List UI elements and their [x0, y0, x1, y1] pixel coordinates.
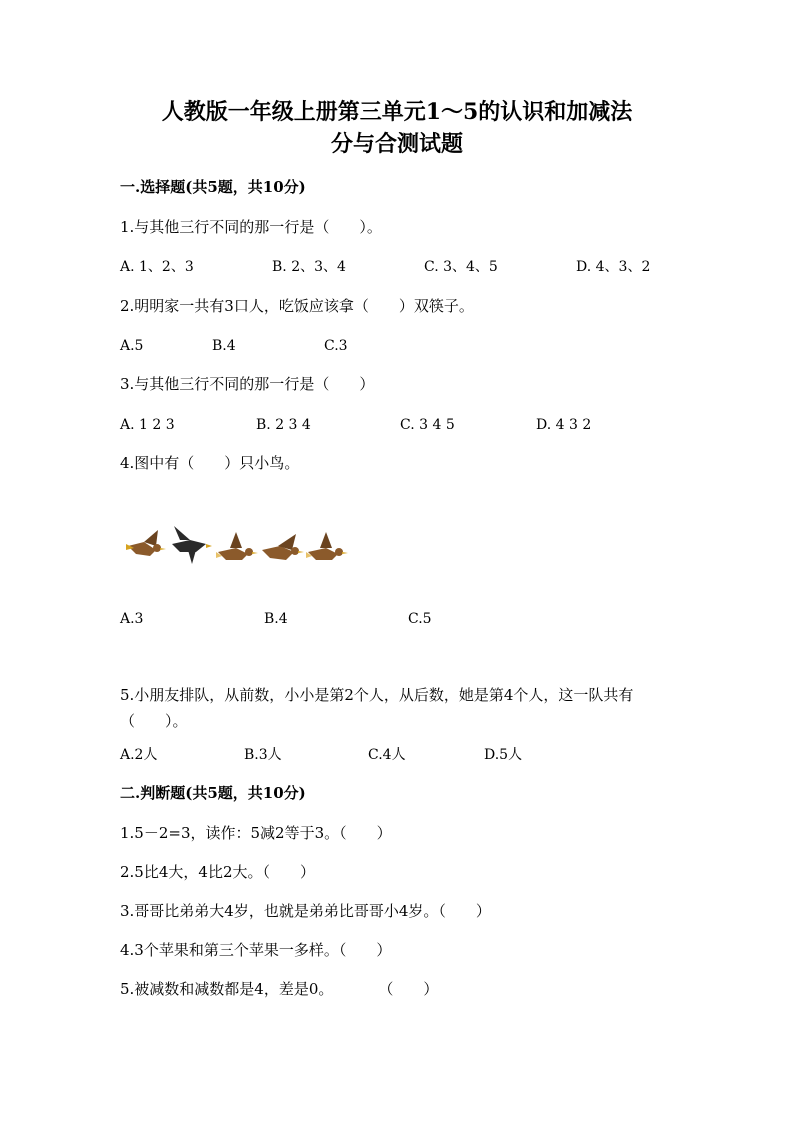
- option-a: A.3: [120, 611, 144, 627]
- option-a: A.5: [120, 338, 144, 354]
- option-c: C.4人: [368, 747, 406, 763]
- section-heading-choice: 一.选择题(共5题，共10分): [120, 178, 306, 196]
- judgement-item: 2.5比4大，4比2大。（ ）: [120, 863, 315, 881]
- option-d: D. 4 3 2: [536, 417, 592, 433]
- option-d: D. 4、3、2: [576, 259, 651, 275]
- page-title-line2: 分与合测试题: [330, 131, 463, 157]
- judgement-item: 4.3个苹果和第三个苹果一多样。（ ）: [120, 941, 392, 959]
- option-c: C. 3、4、5: [424, 259, 498, 275]
- question-stem: 5.小朋友排队，从前数，小小是第2个人，从后数，她是第4个人，这一队共有（ ）。: [120, 686, 634, 730]
- bird-icon: [172, 526, 212, 564]
- option-a: A. 1、2、3: [120, 259, 194, 275]
- birds-illustration: [120, 520, 360, 570]
- option-b: B. 2 3 4: [256, 417, 311, 433]
- section-heading-judgement: 二.判断题(共5题，共10分): [120, 784, 306, 802]
- option-c: C.3: [324, 338, 348, 354]
- option-c: C. 3 4 5: [400, 417, 455, 433]
- option-b: B.4: [264, 611, 288, 627]
- judgement-item: 1.5－2=3，读作：5减2等于3。（ ）: [120, 824, 392, 842]
- judgement-item: 5.被减数和减数都是4，差是0。 （ ）: [120, 980, 439, 998]
- bird-icon: [306, 532, 348, 560]
- option-d: D.5人: [484, 747, 523, 763]
- question-stem: 2.明明家一共有3口人，吃饭应该拿（ ）双筷子。: [120, 297, 474, 315]
- bird-icon: [262, 534, 304, 560]
- question-stem: 3.与其他三行不同的那一行是（ ）: [120, 375, 375, 393]
- page-title-line1: 人教版一年级上册第三单元1～5的认识和加减法: [161, 99, 633, 125]
- option-b: B. 2、3、4: [272, 259, 346, 275]
- bird-icon: [216, 532, 258, 560]
- option-b: B.4: [212, 338, 236, 354]
- judgement-item: 3.哥哥比弟弟大4岁，也就是弟弟比哥哥小4岁。（ ）: [120, 902, 491, 920]
- question-stem: 4.图中有（ ）只小鸟。: [120, 454, 300, 472]
- option-a: A.2人: [120, 747, 158, 763]
- bird-icon: [126, 530, 166, 556]
- option-b: B.3人: [244, 747, 282, 763]
- question-stem: 1.与其他三行不同的那一行是（ ）。: [120, 218, 382, 236]
- option-a: A. 1 2 3: [120, 417, 175, 433]
- option-c: C.5: [408, 611, 432, 627]
